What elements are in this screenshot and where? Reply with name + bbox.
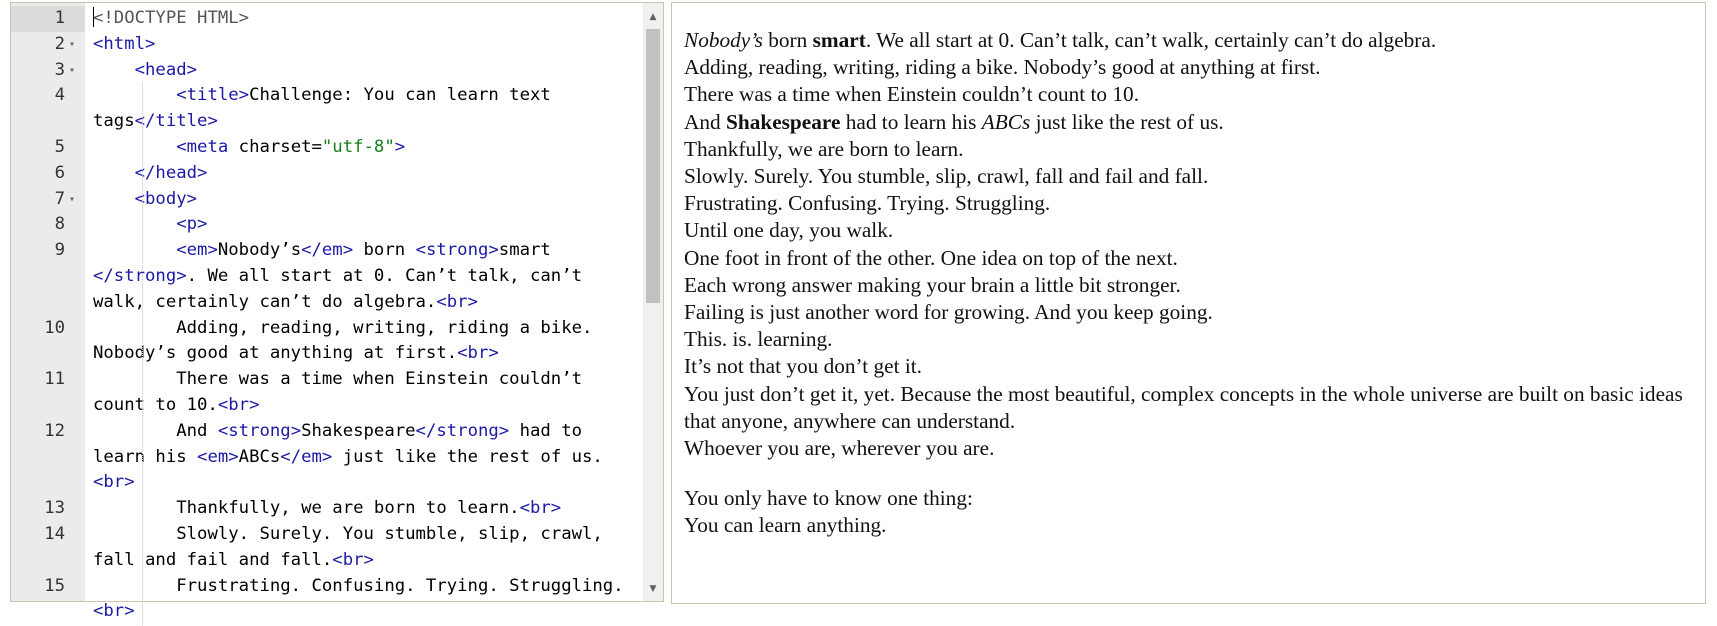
code-line[interactable] <box>11 58 651 84</box>
code-token: There was a time when Einstein couldn’t count to 10. <box>93 369 593 415</box>
code-tag: > <box>394 136 406 157</box>
preview-text: Until one day, you walk. <box>684 218 894 243</box>
code-tag: <title> <box>176 85 250 106</box>
code-tag: <br> <box>436 291 478 312</box>
code-text[interactable] <box>93 161 641 187</box>
code-tag: </em> <box>301 240 354 261</box>
code-line[interactable] <box>11 574 651 626</box>
code-line[interactable] <box>11 522 651 574</box>
preview-content <box>684 27 1684 540</box>
preview-text: There was a time when Einstein couldn’t count to 10. <box>684 82 1140 107</box>
code-token: smart <box>498 240 562 261</box>
code-token <box>93 85 176 105</box>
emphasis-text: Nobody’s <box>684 28 763 52</box>
fold-arrow-icon[interactable]: ▾ <box>69 193 76 205</box>
code-tag: <body> <box>134 188 198 209</box>
code-text[interactable] <box>93 6 641 32</box>
code-tag: </head> <box>134 162 208 183</box>
code-line[interactable] <box>11 161 651 187</box>
indent-guide <box>142 83 143 626</box>
line-number: 15 <box>44 575 65 596</box>
line-number: 2 <box>54 33 65 54</box>
code-tag: </strong> <box>415 420 510 441</box>
code-token <box>93 60 135 80</box>
code-line[interactable] <box>11 367 651 419</box>
code-text[interactable] <box>93 135 641 161</box>
code-token <box>93 214 176 234</box>
code-line[interactable] <box>11 238 651 315</box>
code-tag: <meta <box>176 136 239 157</box>
line-number: 10 <box>44 317 65 338</box>
code-tag: <br> <box>332 549 374 570</box>
code-text[interactable] <box>93 419 641 496</box>
preview-text: Each wrong answer making your brain a little bit stronger. <box>684 272 1181 297</box>
code-editor[interactable] <box>10 2 664 622</box>
preview-text: And <box>684 109 727 134</box>
code-tag: <br> <box>217 394 260 415</box>
code-tag: </title> <box>134 111 218 132</box>
code-token: Thankfully, we are born to learn. <box>93 498 520 519</box>
code-text[interactable] <box>93 212 641 238</box>
code-token: Slowly. Surely. You stumble, slip, crawl, fall and fail and fall. <box>93 523 614 570</box>
code-tag: <br> <box>93 601 135 622</box>
preview-text: just like the rest of us. <box>1030 109 1224 134</box>
code-token: . We all start at 0. Can’t talk, can’t walk, certainly can’t do algebra. <box>93 265 593 312</box>
preview-text: One foot in front of the other. One idea on top of the next. <box>684 245 1178 270</box>
code-tag: <strong> <box>217 420 302 441</box>
line-number: 6 <box>54 162 65 183</box>
fold-arrow-icon[interactable]: ▾ <box>69 38 76 50</box>
code-token: Challenge: You can learn text tags <box>93 85 562 132</box>
preview-text: You only have to know one thing: <box>684 486 973 511</box>
code-text[interactable] <box>93 367 641 419</box>
code-token <box>93 163 135 183</box>
code-token: had to learn his <box>93 420 593 467</box>
preview-text: Adding, reading, writing, riding a bike. Nobody’s good at anything at first. <box>684 55 1321 80</box>
preview-text: You just don’t get it, yet. Because the most beautiful, complex concepts in the whole universe are built on basic ideas that anyone, anywhere can understand. <box>684 381 1683 433</box>
code-token: just like the rest of us. <box>332 446 603 467</box>
code-token: born <box>353 240 416 261</box>
code-token <box>93 240 176 260</box>
line-number: 4 <box>54 85 65 106</box>
line-number: 7 <box>54 188 65 209</box>
code-token <box>93 189 135 209</box>
code-tag: <head> <box>134 59 198 80</box>
preview-text: Failing is just another word for growing. And you keep going. <box>684 300 1213 325</box>
code-token: And <box>93 420 218 441</box>
code-line[interactable] <box>11 6 651 32</box>
code-token: Shakespeare <box>301 420 416 441</box>
code-tag: <html> <box>93 33 156 54</box>
code-doctype: <!DOCTYPE HTML> <box>93 8 250 28</box>
fold-arrow-icon[interactable]: ▾ <box>69 64 76 76</box>
line-number: 12 <box>44 420 65 441</box>
code-tag: <br> <box>519 498 562 519</box>
line-number: 5 <box>54 136 65 157</box>
code-text[interactable] <box>93 32 641 58</box>
code-tag: <br> <box>457 343 499 364</box>
preview-text: Whoever you are, wherever you are. <box>684 436 995 461</box>
code-area[interactable] <box>11 6 651 625</box>
preview-text: Frustrating. Confusing. Trying. Struggling. <box>684 191 1051 216</box>
code-tag: </em> <box>280 446 333 467</box>
output-preview <box>671 2 1706 604</box>
preview-paragraph <box>684 485 1684 539</box>
code-line[interactable] <box>11 135 651 161</box>
line-number: 9 <box>54 240 65 261</box>
code-tag: <strong> <box>415 240 499 261</box>
preview-paragraph <box>684 27 1684 462</box>
preview-text: had to learn his <box>840 109 982 134</box>
code-text[interactable] <box>93 316 641 368</box>
code-line[interactable] <box>11 32 651 58</box>
code-text[interactable] <box>93 58 641 84</box>
preview-text: . We all start at 0. Can’t talk, can’t walk, certainly can’t do algebra. <box>865 28 1437 52</box>
line-number: 3 <box>54 59 65 80</box>
editor-scrollbar[interactable] <box>643 3 663 601</box>
code-text[interactable] <box>93 83 641 135</box>
line-number: 11 <box>44 369 65 390</box>
strong-text: Shakespeare <box>726 109 841 134</box>
code-line[interactable] <box>11 187 651 213</box>
strong-text: smart <box>812 28 866 52</box>
scroll-thumb[interactable] <box>646 29 660 303</box>
code-line[interactable] <box>11 83 651 135</box>
code-token <box>93 137 176 157</box>
code-tag: <br> <box>93 472 135 493</box>
preview-text: This. is. learning. <box>684 327 833 352</box>
code-line[interactable] <box>11 212 651 238</box>
code-text[interactable] <box>93 574 641 626</box>
code-token: Frustrating. Confusing. Trying. Struggling. <box>93 575 624 596</box>
scroll-up-icon[interactable]: ▲ <box>649 12 657 22</box>
code-tag: <em> <box>197 446 239 467</box>
line-number: 8 <box>54 214 65 235</box>
line-number: 1 <box>54 8 65 28</box>
preview-text: Thankfully, we are born to learn. <box>684 136 964 161</box>
preview-text: It’s not that you don’t get it. <box>684 354 922 379</box>
code-string: "utf-8" <box>321 136 395 157</box>
code-line[interactable] <box>11 496 651 522</box>
code-token: ABCs <box>238 446 281 467</box>
scroll-down-icon[interactable]: ▼ <box>649 584 657 594</box>
line-number: 14 <box>44 523 65 544</box>
code-tag: </strong> <box>93 265 187 286</box>
code-text[interactable] <box>93 238 641 315</box>
code-text[interactable] <box>93 522 641 574</box>
code-line[interactable] <box>11 316 651 368</box>
preview-text: You can learn anything. <box>684 513 887 538</box>
emphasis-text: ABCs <box>981 109 1031 134</box>
code-token: Nobody’s <box>217 240 302 261</box>
preview-text: Slowly. Surely. You stumble, slip, crawl, fall and fail and fall. <box>684 164 1209 189</box>
code-tag: <em> <box>176 240 218 261</box>
preview-text: born <box>762 28 813 52</box>
code-text[interactable] <box>93 496 641 522</box>
code-token: Adding, reading, writing, riding a bike. Nobody’s good at anything at first. <box>93 317 603 364</box>
code-line[interactable] <box>11 419 651 496</box>
code-text[interactable] <box>93 187 641 213</box>
line-number: 13 <box>44 498 65 519</box>
code-token: charset= <box>238 136 322 157</box>
code-tag: <p> <box>176 214 208 235</box>
